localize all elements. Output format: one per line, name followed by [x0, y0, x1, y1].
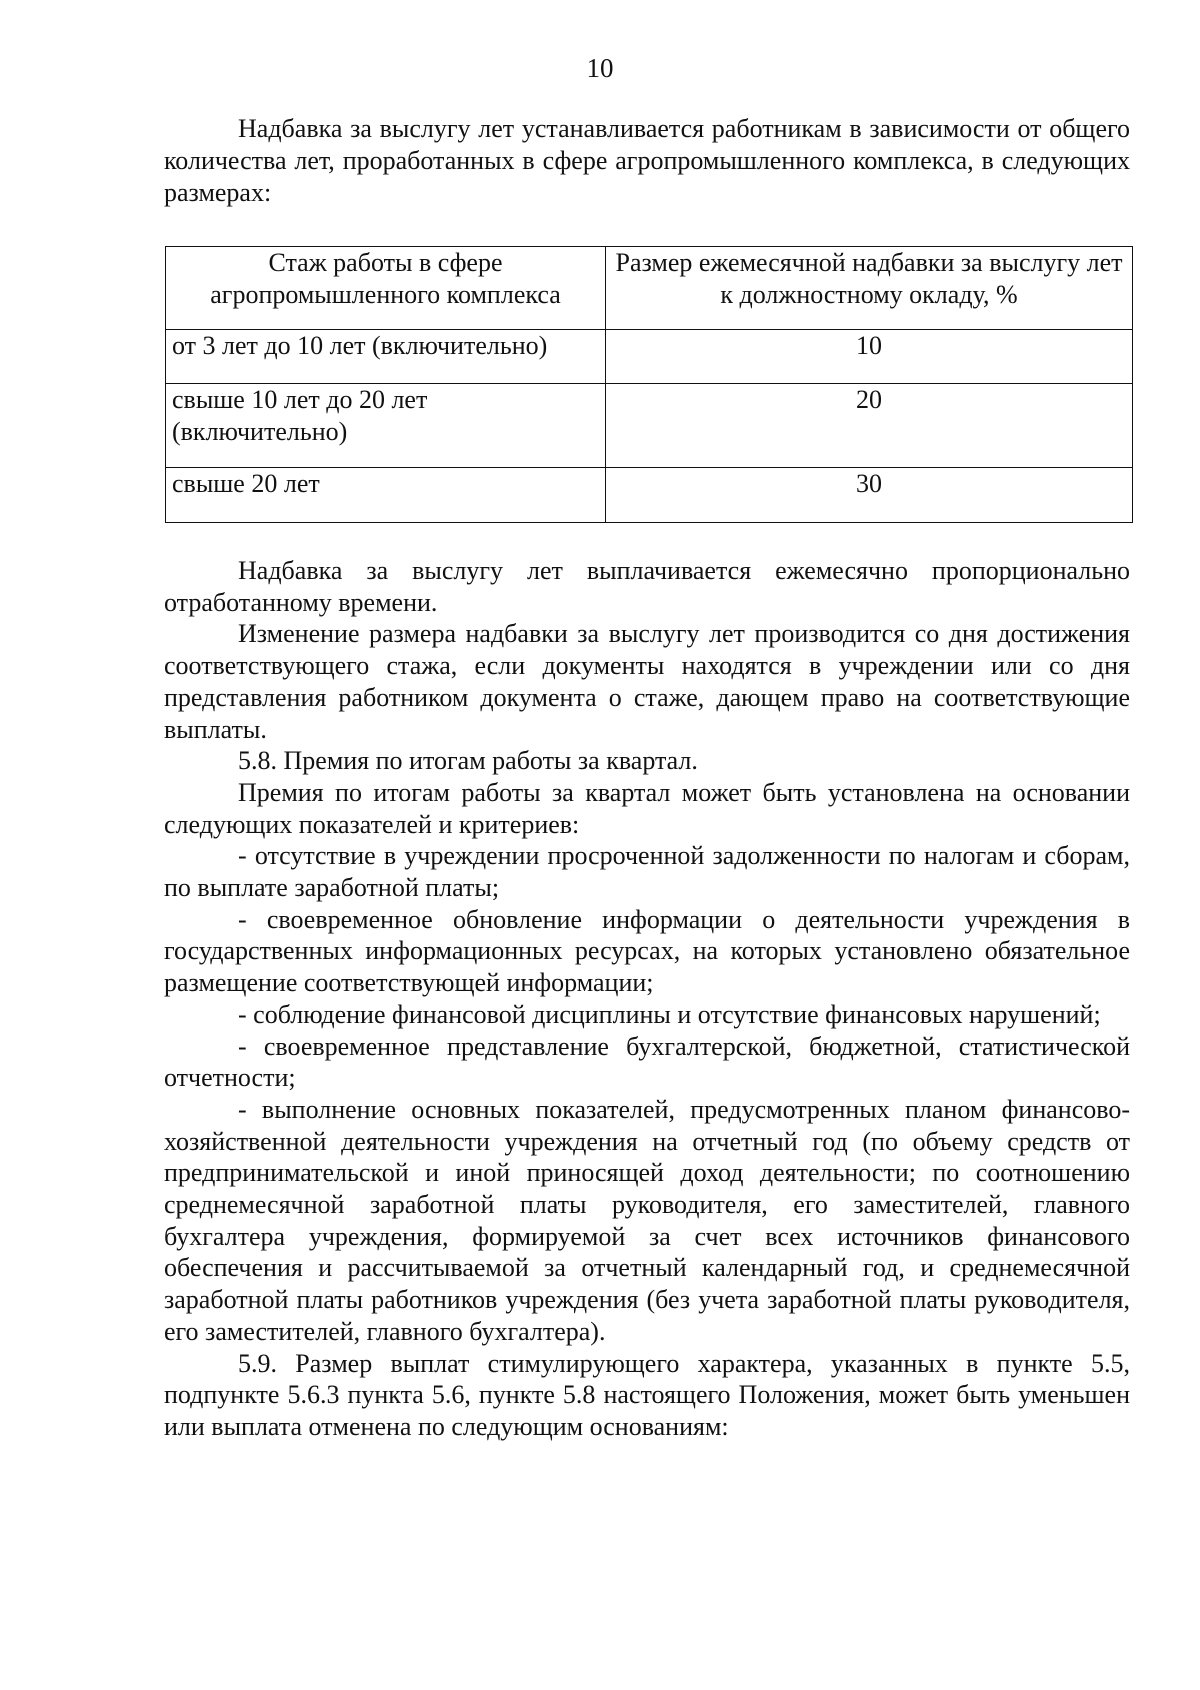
table-cell-percent: 10 — [606, 330, 1133, 384]
section-heading-5-8: 5.8. Премия по итогам работы за квартал. — [238, 746, 698, 776]
criterion-item: - своевременное обновление информации о деятельности учреждения в государственных информационных ресурсах, на которых установлено обязательное размещение соответствующей информации; — [164, 904, 1130, 998]
body-text — [164, 555, 1130, 1443]
table-header-row — [166, 247, 1133, 330]
table-cell-experience: от 3 лет до 10 лет (включительно) — [166, 330, 606, 384]
table-cell-experience: свыше 20 лет — [166, 468, 606, 523]
table-cell-experience: свыше 10 лет до 20 лет (включительно) — [166, 384, 606, 468]
paragraph-bonus-criteria-intro: Премия по итогам работы за квартал может быть установлена на основании следующих показателей и критериев: — [164, 777, 1130, 839]
paragraph-payment-monthly: Надбавка за выслугу лет выплачивается ежемесячно пропорционально отработанному времени. — [164, 556, 1130, 617]
criterion-item: - своевременное представление бухгалтерской, бюджетной, статистической отчетности; — [164, 1031, 1130, 1093]
table-cell-percent: 20 — [606, 384, 1133, 468]
criterion-item: - выполнение основных показателей, предусмотренных планом финансово-хозяйственной деятельности учреждения на отчетный год (по объему средств от предпринимательской и иной приносящей доход деятельности; по соотношению среднемесячной заработной платы руководителя, его заместителей, главного бухгалтера учреждения, формируемой за счет всех источников финансового обеспечения и рассчитываемой за отчетный календарный год, и среднемесячной заработной платы работников учреждения (без учета заработной платы руководителя, его заместителей, главного бухгалтера). — [164, 1094, 1130, 1346]
table-row — [166, 330, 1133, 384]
table-header-experience: Стаж работы в сфере агропромышленного комплекса — [166, 247, 606, 330]
paragraph-change-of-size: Изменение размера надбавки за выслугу лет производится со дня достижения соответствующего стажа, если документы находятся в учреждении или со дня представления работником документа о стаже, дающем право на соответствующие выплаты. — [164, 619, 1130, 744]
table-row — [166, 384, 1133, 468]
table-cell-percent: 30 — [606, 468, 1133, 523]
criterion-item: - соблюдение финансовой дисциплины и отсутствие финансовых нарушений; — [238, 999, 1101, 1029]
table-header-percent: Размер ежемесячной надбавки за выслугу лет к должностному окладу, % — [606, 247, 1133, 330]
table-row — [166, 468, 1133, 523]
seniority-allowance-table — [165, 246, 1133, 523]
criterion-item: - отсутствие в учреждении просроченной задолженности по налогам и сборам, по выплате заработной платы; — [164, 841, 1130, 903]
page-number: 10 — [586, 53, 614, 83]
intro-section — [164, 113, 1130, 209]
section-paragraph-5-9: 5.9. Размер выплат стимулирующего характера, указанных в пункте 5.5, подпункте 5.6.3 пункта 5.6, пункте 5.8 настоящего Положения, может быть уменьшен или выплата отменена по следующим основаниям: — [164, 1348, 1130, 1441]
intro-paragraph: Надбавка за выслугу лет устанавливается работникам в зависимости от общего количества лет, проработанных в сфере агропромышленного комплекса, в следующих размерах: — [164, 114, 1130, 207]
